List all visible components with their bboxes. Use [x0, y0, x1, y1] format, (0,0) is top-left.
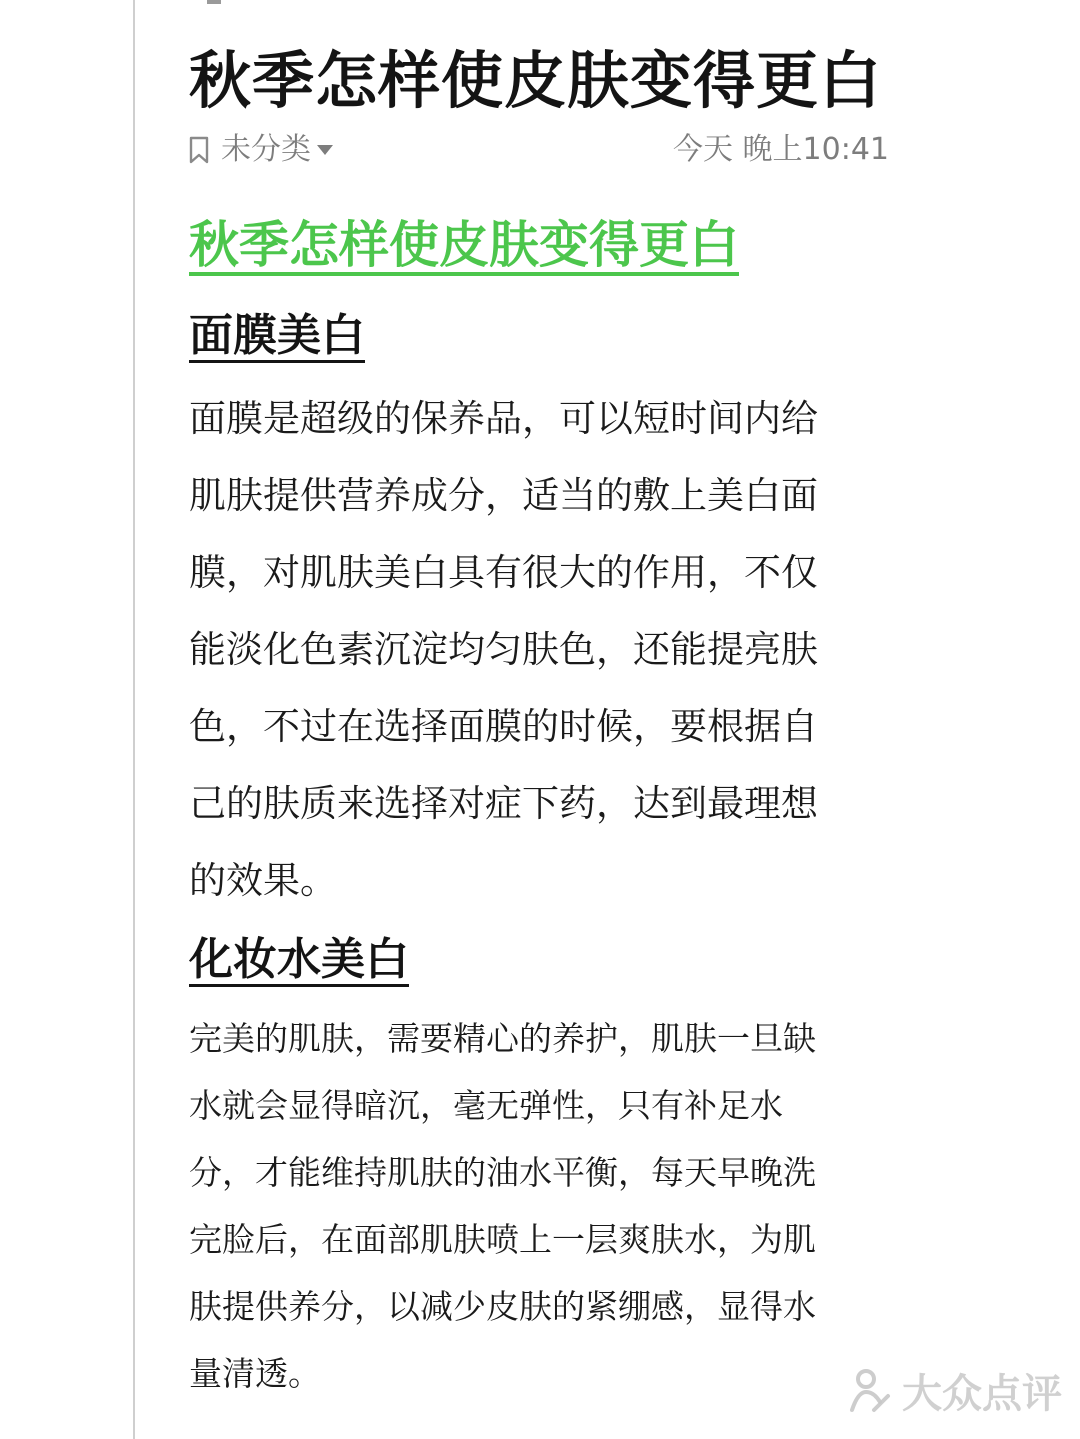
paragraph-line: 量清透。	[189, 1354, 321, 1393]
paragraph-line: 完美的肌肤，需要精心的养护，肌肤一旦缺	[189, 1019, 816, 1058]
article-heading: 秋季怎样使皮肤变得更白	[189, 216, 739, 274]
watermark-text: 大众点评	[902, 1371, 1062, 1417]
paragraph-line: 的效果。	[189, 859, 337, 902]
paragraph-line: 色，不过在选择面膜的时候，要根据自	[189, 705, 818, 748]
category-selector[interactable]	[189, 128, 333, 172]
bookmark-icon	[189, 136, 209, 164]
paragraph-line: 能淡化色素沉淀均匀肤色，还能提亮肤	[189, 628, 818, 671]
section-body-mask	[189, 380, 894, 919]
paragraph-line: 肌肤提供营养成分，适当的敷上美白面	[189, 474, 818, 517]
paragraph-line: 己的肤质来选择对症下药，达到最理想	[189, 782, 818, 825]
paragraph-line: 膜，对肌肤美白具有很大的作用，不仅	[189, 551, 818, 594]
top-edge-mark	[207, 0, 221, 4]
note-title[interactable]: 秋季怎样使皮肤变得更白	[189, 44, 883, 117]
paragraph-line: 水就会显得暗沉，毫无弹性，只有补足水	[189, 1086, 783, 1125]
note-timestamp: 今天 晚上10:41	[673, 132, 889, 167]
category-label: 未分类	[221, 132, 311, 167]
section-heading-mask: 面膜美白	[189, 310, 365, 361]
paragraph-line: 肤提供养分，以减少皮肤的紧绷感，显得水	[189, 1287, 816, 1326]
note-meta-row	[189, 128, 889, 172]
caret-down-icon	[317, 145, 333, 155]
paragraph-line: 面膜是超级的保养品，可以短时间内给	[189, 397, 818, 440]
margin-line	[133, 0, 135, 1439]
paragraph-line: 完脸后，在面部肌肤喷上一层爽肤水，为肌	[189, 1220, 816, 1259]
section-heading-toner: 化妆水美白	[189, 934, 409, 985]
dianping-logo-icon	[844, 1366, 894, 1416]
paragraph-line: 分，才能维持肌肤的油水平衡，每天早晚洗	[189, 1153, 816, 1192]
dianping-watermark	[844, 1362, 1062, 1419]
section-body-toner	[189, 1005, 879, 1407]
